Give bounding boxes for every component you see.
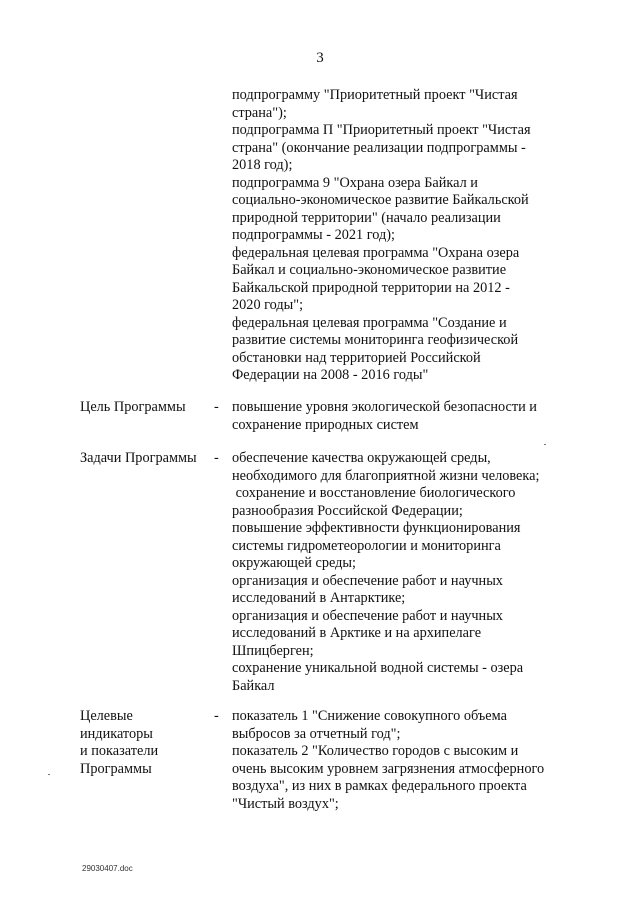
text-line: обеспечение качества окружающей среды, bbox=[232, 450, 491, 466]
text-line: исследований в Антарктике; bbox=[232, 590, 406, 606]
text-line: 2020 годы"; bbox=[232, 297, 304, 313]
text-line: развитие системы мониторинга геофизической bbox=[232, 332, 519, 348]
goal-label: Цель Программы bbox=[80, 399, 186, 415]
text-line: сохранение уникальной водной системы - озера bbox=[232, 660, 524, 676]
text-line: сохранение природных систем bbox=[232, 416, 419, 433]
text-line: страна" (окончание реализации подпрограммы - bbox=[232, 139, 526, 156]
text-line: Федерации на 2008 - 2016 годы" bbox=[232, 367, 429, 383]
label-line: индикаторы bbox=[80, 725, 153, 742]
page-number: 3 bbox=[316, 50, 324, 66]
text-line: федеральная целевая программа "Создание и bbox=[232, 314, 507, 331]
indicators-label bbox=[80, 708, 210, 778]
tasks-label: Задачи Программы bbox=[80, 450, 197, 466]
text-line: системы гидрометеорологии и мониторинга bbox=[232, 537, 501, 554]
tasks-dash: - bbox=[214, 450, 219, 466]
text-line: подпрограмма 9 "Охрана озера Байкал и bbox=[232, 174, 478, 191]
text-line: выбросов за отчетный год"; bbox=[232, 725, 401, 742]
text-line: Байкальской природной территории на 2012 - bbox=[232, 279, 510, 296]
text-line: обстановки над территорией Российской bbox=[232, 349, 481, 366]
continuation-text bbox=[232, 87, 572, 385]
text-line: воздуха", из них в рамках федерального проекта bbox=[232, 778, 527, 794]
text-line: организация и обеспечение работ и научных bbox=[232, 572, 503, 589]
text-line: подпрограммы - 2021 год); bbox=[232, 227, 395, 243]
label-line: Программы bbox=[80, 760, 152, 777]
text-line: показатель 2 "Количество городов с высоким и bbox=[232, 743, 519, 759]
text-line: Шпицберген; bbox=[232, 642, 314, 659]
text-line: повышение уровня экологической безопасности и bbox=[232, 399, 537, 415]
text-line: окружающей среды; bbox=[232, 555, 357, 571]
tasks-text bbox=[232, 450, 572, 695]
goal-text bbox=[232, 399, 572, 434]
text-line: разнообразия Российской Федерации; bbox=[232, 502, 463, 519]
text-line: социально-экономическое развитие Байкальской bbox=[232, 192, 529, 208]
text-line: Байкал и социально-экономическое развитие bbox=[232, 262, 507, 278]
label-line: и показатели bbox=[80, 743, 159, 759]
text-line: необходимого для благоприятной жизни человека; bbox=[232, 467, 540, 484]
text-line: 2018 год); bbox=[232, 157, 293, 173]
footer-document-code: 29030407.doc bbox=[82, 864, 133, 873]
text-line: подпрограмма П "Приоритетный проект "Чистая bbox=[232, 122, 531, 138]
text-line: показатель 1 "Снижение совокупного объема bbox=[232, 708, 507, 724]
scan-speck bbox=[48, 774, 50, 775]
text-line: подпрограмму "Приоритетный проект "Чистая bbox=[232, 87, 518, 103]
text-line: "Чистый воздух"; bbox=[232, 795, 339, 812]
text-line: сохранение и восстановление биологического bbox=[232, 485, 516, 501]
text-line: страна"); bbox=[232, 104, 287, 121]
text-line: федеральная целевая программа "Охрана озера bbox=[232, 244, 520, 261]
text-line: исследований в Арктике и на архипелаге bbox=[232, 625, 482, 641]
text-line: Байкал bbox=[232, 677, 275, 694]
label-line: Целевые bbox=[80, 708, 133, 724]
scan-speck bbox=[544, 444, 546, 445]
text-line: природной территории" (начало реализации bbox=[232, 209, 501, 226]
text-line: очень высоким уровнем загрязнения атмосферного bbox=[232, 760, 545, 777]
indicators-dash: - bbox=[214, 708, 219, 724]
goal-dash: - bbox=[214, 399, 219, 415]
text-line: повышение эффективности функционирования bbox=[232, 520, 521, 536]
text-line: организация и обеспечение работ и научных bbox=[232, 607, 503, 624]
indicators-text bbox=[232, 708, 572, 813]
